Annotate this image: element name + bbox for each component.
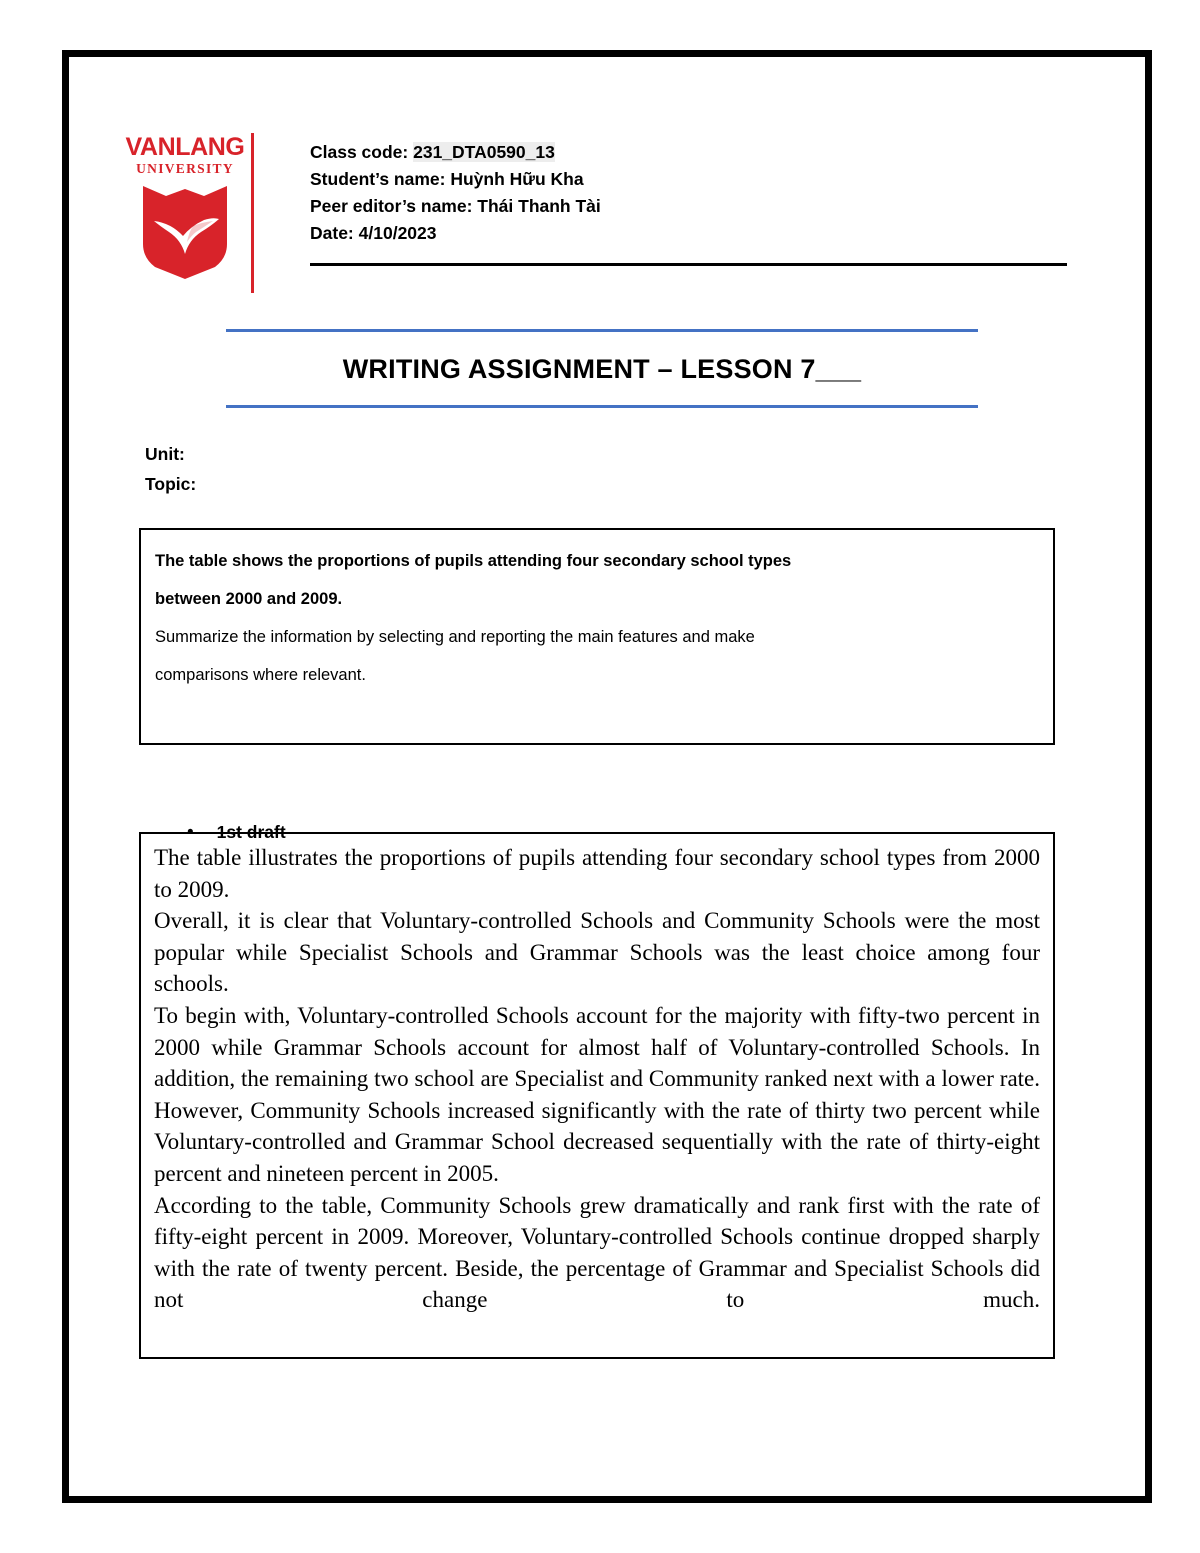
essay-paragraph: To begin with, Voluntary-controlled Schools account for the majority with fifty-two percent in 2000 while Grammar Schools account for almost half of Voluntary-controlled Schools. In addition, the remaining two school are Specialist and Community ranked next with a lower rate. However, Community Schools increased significantly with the rate of thirty two percent while Voluntary-controlled and Grammar School decreased sequentially with the rate of thirty-eight percent and nineteen percent in 2005. (154, 1002, 1040, 1186)
header-red-divider (251, 133, 254, 293)
essay-paragraph: The table illustrates the proportions of pupils attending four secondary school types from 2000 to 2009. (154, 845, 1040, 902)
student-name-label: Student’s name: (310, 169, 446, 189)
page-title: WRITING ASSIGNMENT – LESSON 7___ (342, 354, 862, 384)
page-frame (62, 50, 1152, 1503)
topic-label: Topic: (145, 474, 197, 494)
unit-label: Unit: (145, 444, 185, 464)
student-name-value: Huỳnh Hữu Kha (450, 169, 584, 189)
student-name-field (310, 166, 1070, 193)
date-field (310, 220, 1070, 247)
class-code-label: Class code: (310, 142, 409, 162)
date-label: Date: (310, 223, 354, 243)
date-value: 4/10/2023 (358, 223, 437, 243)
task-prompt-box (139, 528, 1055, 745)
peer-editor-field (310, 193, 1070, 220)
task-prompt-bold-line-1: The table shows the proportions of pupils attending four secondary school types (155, 552, 792, 570)
essay-paragraph: According to the table, Community Schools grew dramatically and rank first with the rate of fifty-eight percent in 2009. Moreover, Voluntary-controlled Schools continue dropped sharply with the rate of twenty percent. Beside, the percentage of Grammar and Specialist Schools did not change to much. (154, 1192, 1040, 1313)
logo-subword: UNIVERSITY (136, 161, 234, 176)
unit-topic-fields (145, 439, 196, 499)
topic-field (145, 469, 196, 499)
task-prompt-regular-line-1: Summarize the information by selecting and reporting the main features and make (155, 628, 755, 646)
peer-editor-label: Peer editor’s name: (310, 196, 473, 216)
task-prompt-bold-line-2: between 2000 and 2009. (155, 590, 343, 608)
header-underline (310, 263, 1067, 266)
task-prompt-regular-line-2: comparisons where relevant. (155, 666, 366, 684)
assignment-title-band (226, 329, 978, 408)
class-code-field (310, 139, 1070, 166)
bullet-dot-icon: • (187, 822, 194, 843)
header-fields (310, 139, 1070, 247)
document-header (69, 57, 1145, 307)
class-code-value: 231_DTA0590_13 (413, 142, 555, 162)
vanlang-shield-icon (115, 182, 255, 285)
essay-answer-box[interactable] (139, 832, 1055, 1359)
draft-label: 1st draft (216, 822, 286, 842)
logo-wordmark: VANLANG (125, 133, 245, 161)
title-rule-bottom (226, 405, 978, 408)
peer-editor-value: Thái Thanh Tài (477, 196, 601, 216)
essay-paragraph: Overall, it is clear that Voluntary-controlled Schools and Community Schools were the most popular while Specialist Schools and Grammar Schools was the least choice among four schools. (154, 908, 1040, 997)
vanlang-university-logo (115, 135, 255, 285)
unit-field (145, 439, 196, 469)
